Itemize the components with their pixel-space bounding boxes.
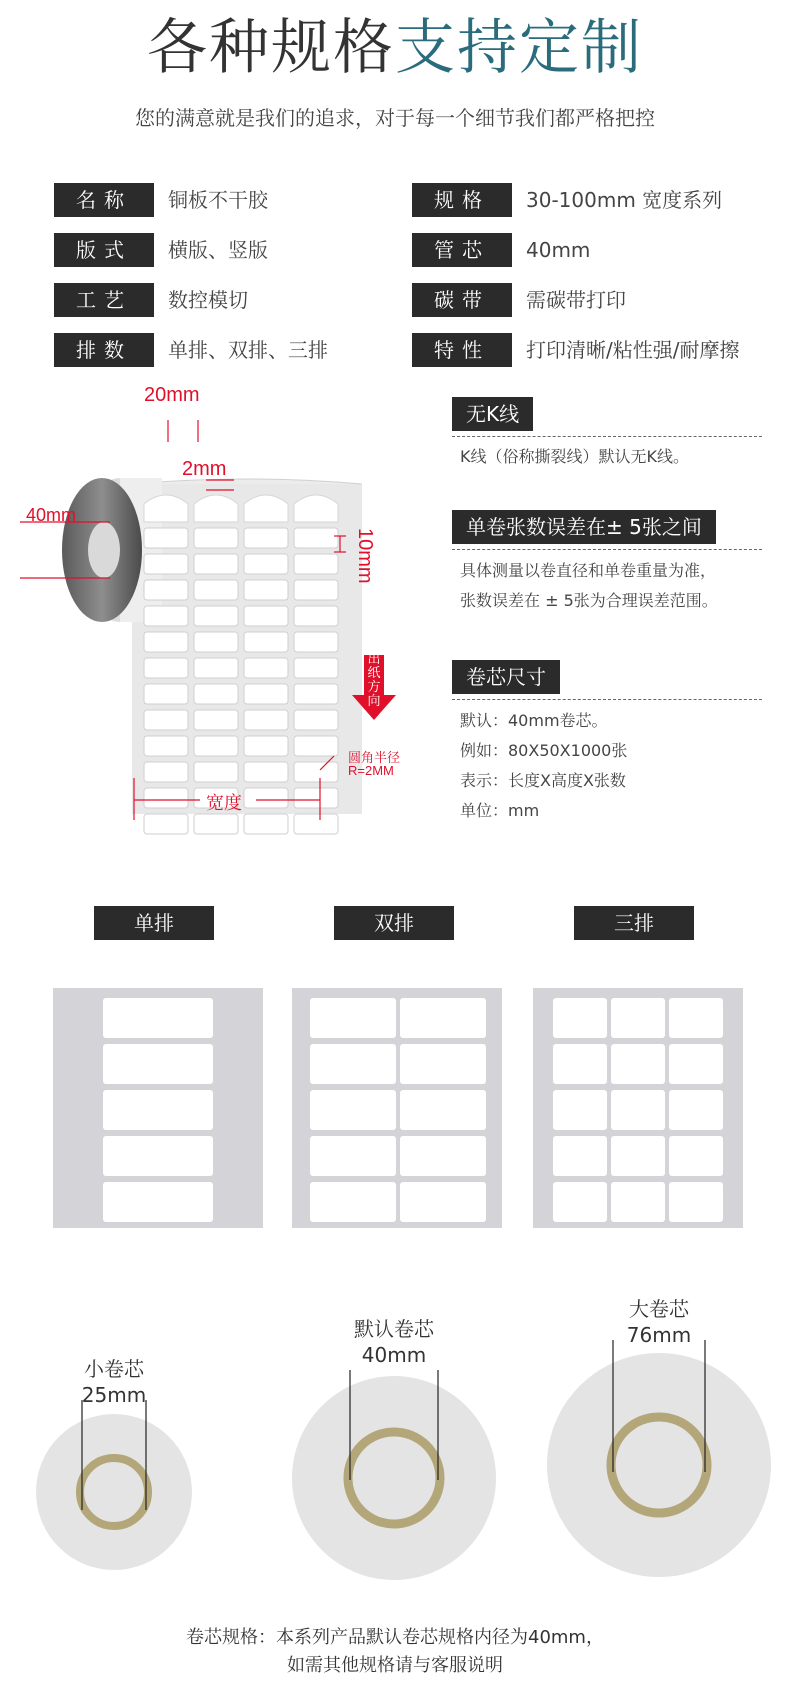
spec-value-format: 横版、竖版 [168, 238, 268, 262]
layout-head-triple: 三排 [574, 906, 694, 940]
footer-note-line2: 如需其他规格请与客服说明 [287, 1655, 503, 1676]
label-cell [400, 998, 486, 1038]
label-cell [103, 1136, 213, 1176]
label-cell [103, 998, 213, 1038]
layout-panel-double [292, 988, 502, 1228]
label-cell [553, 1044, 607, 1084]
spec-value-name: 铜板不干胶 [168, 188, 268, 212]
label-cell [103, 1182, 213, 1222]
spec-label-rows: 排数 [54, 333, 154, 367]
label-cell [103, 1090, 213, 1130]
spec-value-rows: 单排、双排、三排 [168, 338, 328, 362]
label-cell [310, 998, 396, 1038]
info-heading-tolerance: 单卷张数误差在± 5张之间 [452, 510, 716, 544]
label-cell [553, 998, 607, 1038]
footer-note-line1: 卷芯规格：本系列产品默认卷芯规格内径为40mm， [186, 1627, 604, 1648]
layout-head-double: 双排 [334, 906, 454, 940]
spec-value-ribbon: 需碳带打印 [526, 288, 626, 312]
spec-label-size: 规格 [412, 183, 512, 217]
spec-value-process: 数控模切 [168, 288, 248, 312]
default-roll [292, 1376, 496, 1580]
dim-label-height: 10mm [354, 528, 376, 584]
core-small-size: 25mm [81, 1383, 147, 1407]
label-cell [400, 1044, 486, 1084]
dim-gap-width: 20mm [144, 384, 200, 406]
spec-value-size: 30-100mm 宽度系列 [526, 188, 723, 212]
title-part2: 支持定制 [395, 13, 643, 83]
info-heading-kline: 无K线 [452, 397, 533, 431]
subtitle: 您的满意就是我们的追求，对于每一个细节我们都严格把控 [135, 106, 655, 130]
label-cell [310, 1136, 396, 1176]
spec-label-ribbon: 碳带 [412, 283, 512, 317]
info-text-core-4: 单位：mm [460, 801, 540, 820]
label-cell [611, 1136, 665, 1176]
info-heading-core-size: 卷芯尺寸 [452, 660, 560, 694]
label-cell [669, 1044, 723, 1084]
label-cell [611, 998, 665, 1038]
label-cell [669, 1136, 723, 1176]
info-text-tolerance-1: 具体测量以卷直径和单卷重量为准， [460, 561, 717, 580]
layout-panel-triple [533, 988, 743, 1228]
label-cell [611, 1044, 665, 1084]
spec-value-core: 40mm [526, 238, 591, 262]
dim-width: 宽度 [206, 793, 242, 813]
core-default-name: 默认卷芯 [354, 1317, 434, 1341]
spec-label-name: 名称 [54, 183, 154, 217]
title-part1: 各种规格 [147, 13, 395, 83]
label-cell [310, 1044, 396, 1084]
label-cell [669, 1182, 723, 1222]
info-divider [452, 436, 762, 437]
dim-core: 40mm [26, 505, 77, 525]
page-title [0, 10, 790, 86]
core-large-name: 大卷芯 [629, 1297, 689, 1321]
core-small-name: 小卷芯 [84, 1357, 144, 1381]
info-text-kline: K线（俗称撕裂线）默认无K线。 [460, 447, 689, 466]
label-cell [103, 1044, 213, 1084]
label-cell [553, 1136, 607, 1176]
spec-value-feature: 打印清晰/粘性强/耐摩擦 [526, 338, 740, 362]
label-cell [611, 1090, 665, 1130]
label-cell [310, 1182, 396, 1222]
label-cell [669, 1090, 723, 1130]
label-cell [553, 1182, 607, 1222]
info-text-core-2: 例如：80X50X1000张 [460, 741, 628, 760]
large-roll [547, 1353, 771, 1577]
info-text-core-1: 默认：40mm卷芯。 [460, 711, 608, 730]
label-cell [669, 998, 723, 1038]
label-cell [400, 1136, 486, 1176]
dim-direction: 出纸方向 [367, 651, 381, 708]
small-roll [36, 1414, 192, 1570]
info-text-core-3: 表示：长度X高度X张数 [460, 771, 626, 790]
layout-panel-single [53, 988, 263, 1228]
label-cell [310, 1090, 396, 1130]
info-divider [452, 699, 762, 700]
core-large-size: 76mm [626, 1323, 692, 1347]
dim-gap-spacing: 2mm [182, 458, 227, 480]
dim-corner-line2: R=2MM [348, 763, 394, 778]
spec-label-core: 管芯 [412, 233, 512, 267]
label-cell [553, 1090, 607, 1130]
info-divider [452, 549, 762, 550]
info-text-tolerance-2: 张数误差在 ± 5张为合理误差范围。 [460, 591, 718, 610]
spec-label-feature: 特性 [412, 333, 512, 367]
dim-corner-line1: 圆角半径 [348, 750, 401, 765]
spec-label-format: 版式 [54, 233, 154, 267]
layout-head-single: 单排 [94, 906, 214, 940]
label-cell [400, 1182, 486, 1222]
label-cell [400, 1090, 486, 1130]
spec-label-process: 工艺 [54, 283, 154, 317]
label-cell [611, 1182, 665, 1222]
core-default-size: 40mm [361, 1343, 427, 1367]
